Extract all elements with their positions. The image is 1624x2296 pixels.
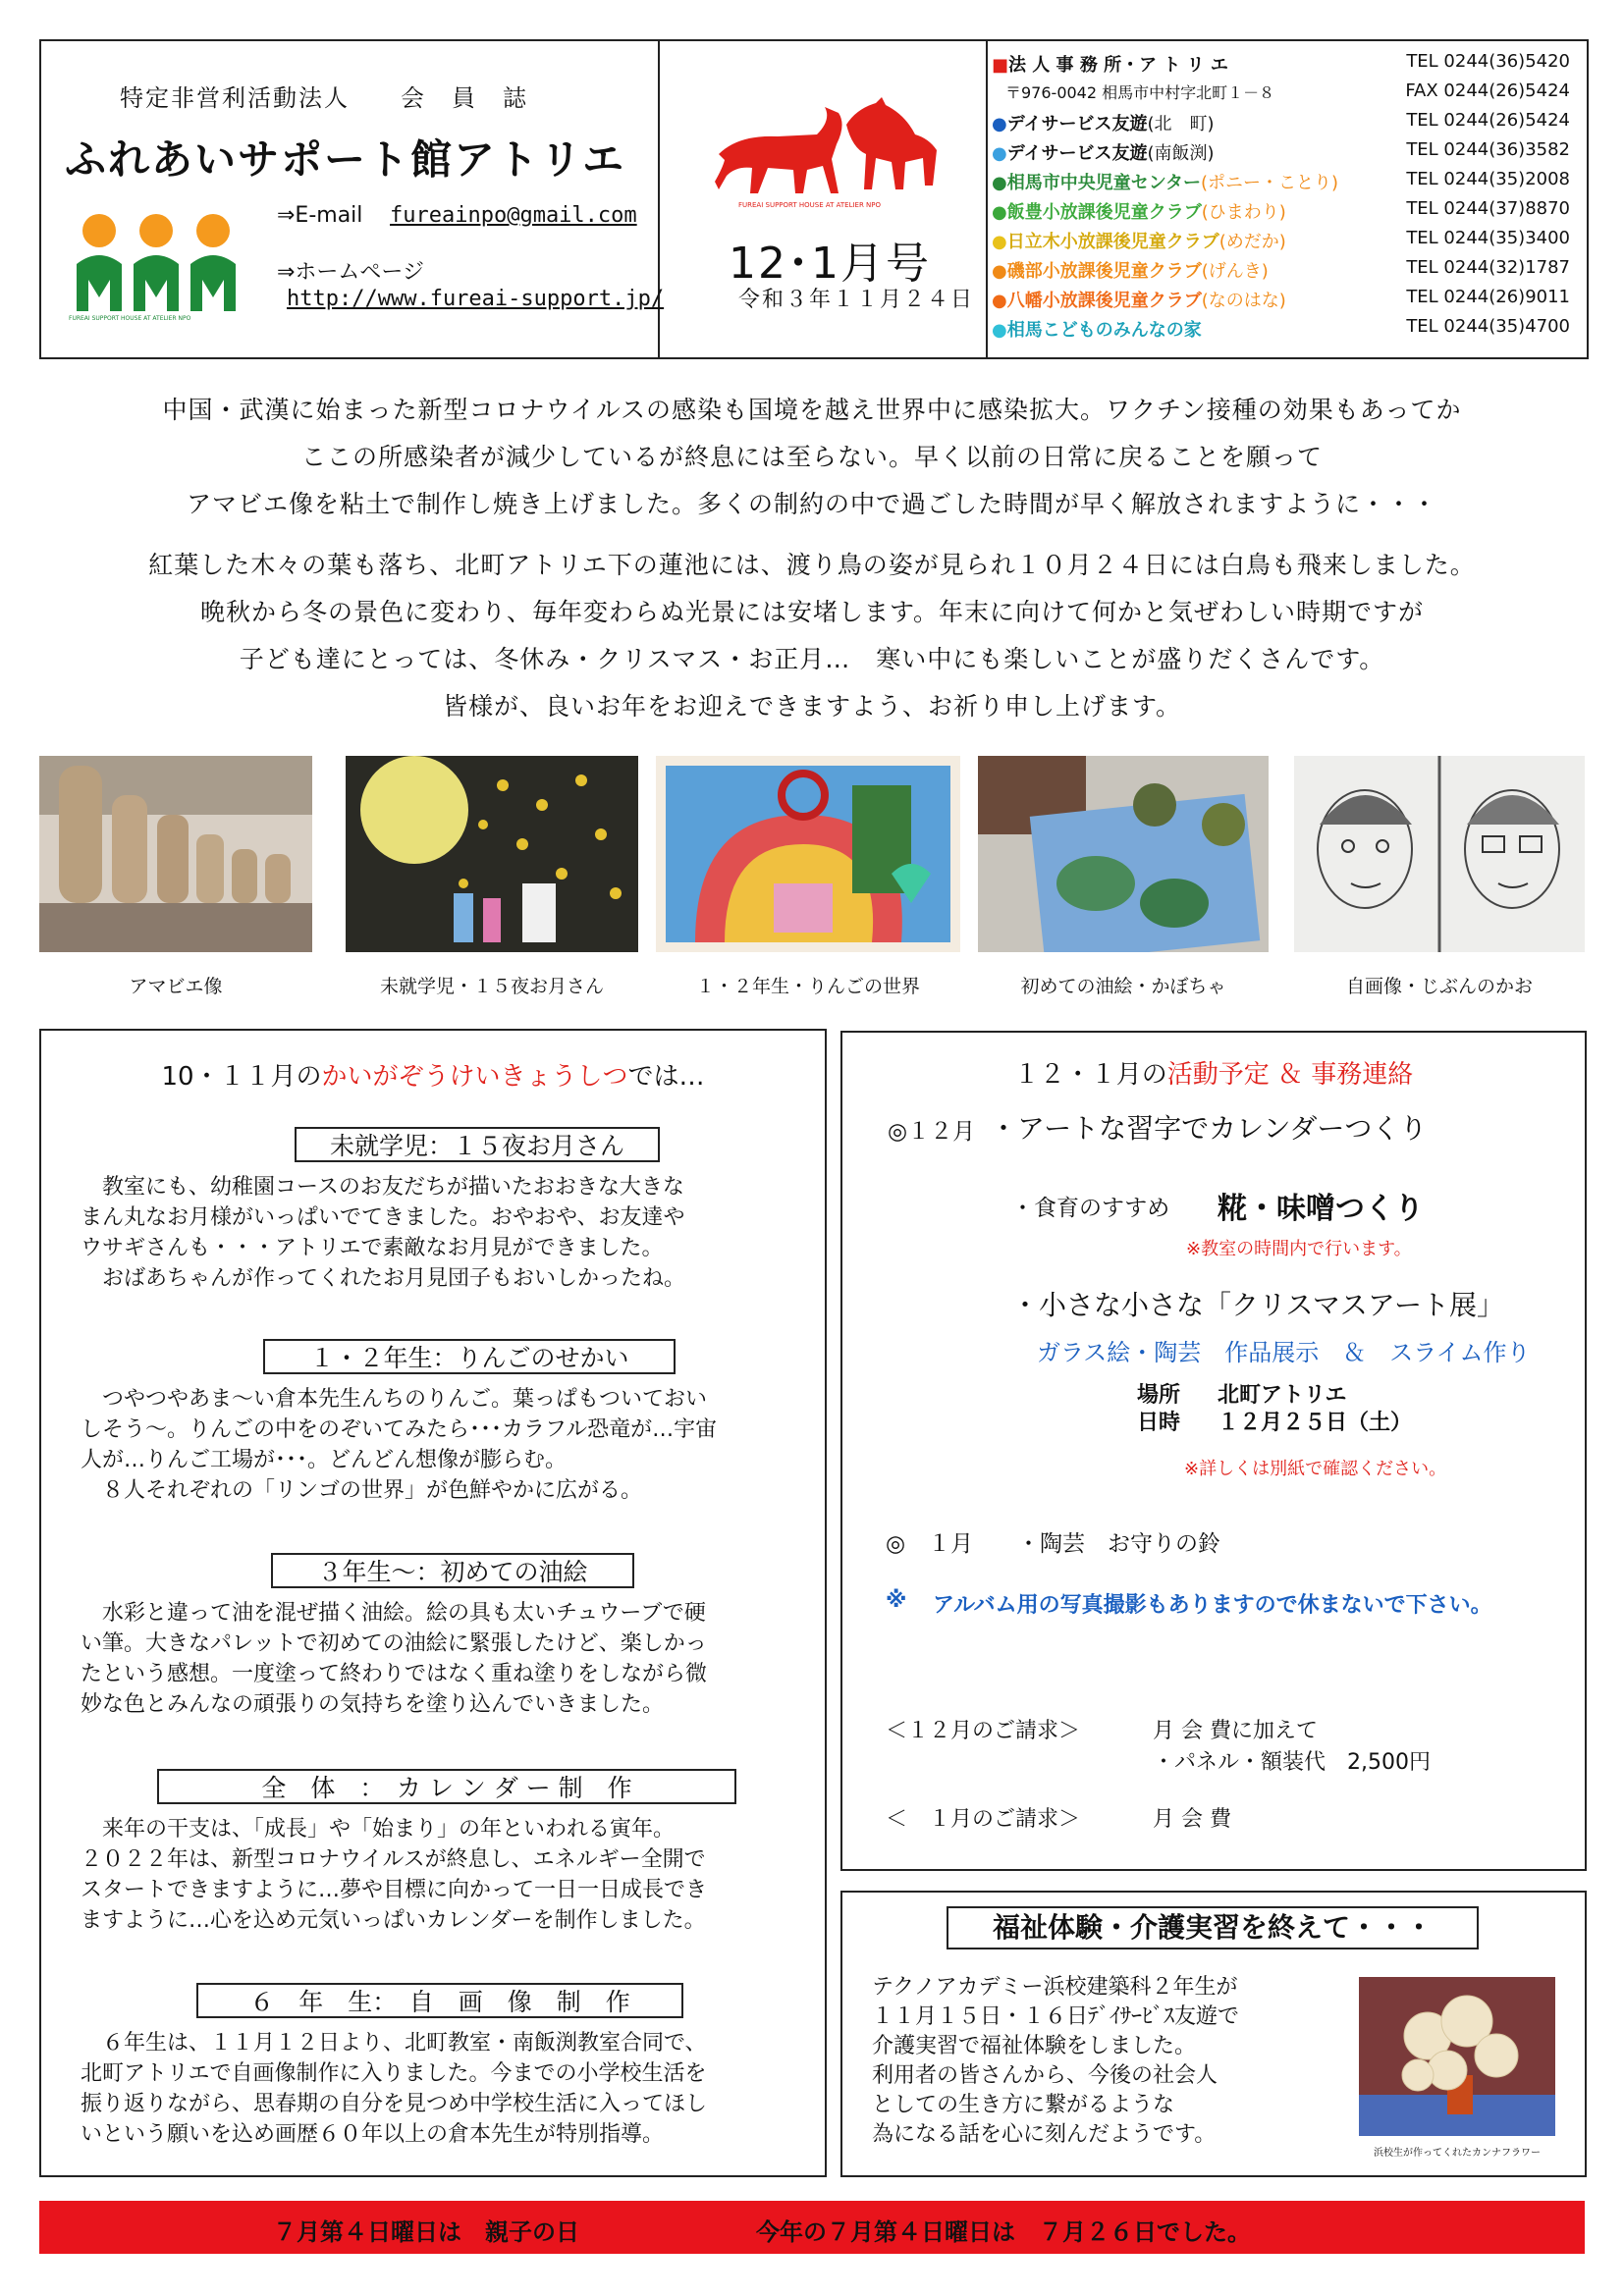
office-tel: TEL 0244(35)4700 [1406, 316, 1570, 337]
jan-label: ◎ １月 [886, 1531, 974, 1557]
logo-subtext: FUREAI SUPPORT HOUSE AT ATELIER NPO [69, 315, 191, 322]
issue-title: 12･1月号 [729, 239, 931, 289]
schedule-title-amp: ＆ [1277, 1060, 1304, 1090]
office-row [992, 228, 1576, 257]
welfare-text: テクノアカデミー浜校建築科２年生が １１月１５日・１６日ﾃﾞｲｻｰﾋﾞｽ友遊で 介護実習で福祉体験をしました。 利用者の皆さんから、今後の社会人 としての生き方に繋がるような 為になる話を心に刻んだようです。 [872, 1975, 1240, 2147]
classroom-title-post: では… [627, 1062, 705, 1092]
homepage-label: ⇒ホームページ [277, 260, 424, 285]
jan-item: ・陶芸 お守りの鈴 [1017, 1531, 1220, 1557]
dot-icon: ● [992, 320, 1007, 341]
org-logo [69, 203, 244, 331]
horse-logo [709, 95, 945, 213]
office-tel: TEL 0244(32)1787 [1406, 257, 1570, 278]
section-heading: １・２年生：りんごのせかい [263, 1339, 676, 1374]
section-heading: ６ 年 生： 自 画 像 制 作 [196, 1983, 683, 2018]
dot-icon: ● [992, 291, 1007, 311]
masthead-divider [986, 41, 988, 357]
date: １２月２５日（土） [1218, 1411, 1413, 1435]
bottom-left: ７月第４日曜日は 親子の日 [273, 2218, 579, 2246]
office-tel: TEL 0244(35)3400 [1406, 228, 1570, 248]
classroom-report [39, 1029, 827, 2177]
photo-caption: １・２年生・りんごの世界 [695, 976, 920, 997]
place-label: 場所 [1137, 1383, 1181, 1408]
section-text: つやつやあま～い倉本先生んちのりんご。葉っぱもついておい しそう～。りんごの中をのぞいてみたら･･･カラフル恐竜が…宇宙 人が…りんご工場が･･･。どんどん想像が膨らむ。 ８人それぞれの「リンゴの世界」が色鮮やかに広がる。 [81, 1387, 718, 1503]
section-text: 教室にも、幼稚園コースのお友だちが描いたおおきな大きな まん丸なお月様がいっぱいでてきました。おやおや、お友達や ウサギさんも・・・アトリエで素敵なお月見ができました。 おばあちゃんが作ってくれたお月見団子もおいしかったね。 [81, 1175, 686, 1291]
place: 北町アトリエ [1218, 1383, 1347, 1408]
office-row [992, 80, 1576, 110]
org-type: 特定非営利活動法人 会 員 誌 [120, 84, 528, 112]
office-tel: TEL 0244(35)2008 [1406, 169, 1570, 189]
welfare-title: 福祉体験・介護実習を終えて・・・ [947, 1906, 1479, 1949]
section-heading: ３年生～：初めての油絵 [271, 1553, 634, 1588]
section-heading: 未就学児：１５夜お月さん [295, 1127, 660, 1162]
dec-item-sub: ガラス絵・陶芸 作品展示 ＆ スライム作り [1037, 1339, 1531, 1366]
office-tel: TEL 0244(26)9011 [1406, 287, 1570, 307]
bill-text: 月 会 費に加えて [1153, 1719, 1318, 1743]
office-address: 〒976-0042 相馬市中村字北町１－８ [1005, 83, 1275, 102]
album-mark: ※ [886, 1588, 907, 1613]
bill-label: ＜ １月のご請求＞ [886, 1807, 1081, 1832]
office-row [992, 316, 1576, 346]
office-row [992, 110, 1576, 139]
intro-line: 皆様が、良いお年をお迎えできますよう、お祈り申し上げます。 [442, 692, 1181, 721]
bottom-right: 今年の７月第４日曜日は ７月２６日でした。 [756, 2218, 1251, 2246]
intro-line: 晩秋から冬の景色に変わり、毎年変わらぬ光景には安堵します。年末に向けて何かと気ぜわしい時期ですが [199, 598, 1424, 626]
office-tel: TEL 0244(36)5420 [1406, 51, 1570, 72]
office-name: 日立木小放課後児童クラブ [1006, 232, 1219, 252]
photo-apple [656, 756, 960, 952]
dec-item: 糀・味噌つくり [1218, 1192, 1424, 1226]
office-row [992, 257, 1576, 287]
org-name: ふれあいサポート館アトリエ [65, 135, 626, 184]
intro-line: 中国・武漢に始まった新型コロナウイルスの感染も国境を越え世界中に感染拡大。ワクチン接種の効果もあってか [162, 396, 1462, 424]
office-name: 八幡小放課後児童クラブ [1006, 291, 1202, 311]
office-name: 法 人 事 務 所・ア ト リ エ [1008, 55, 1228, 76]
intro-line: ここの所感染者が減少しているが終息には至らない。早く以前の日常に戻ることを願って [300, 443, 1323, 471]
email-link[interactable]: fureainpo@gmail.com [390, 203, 637, 228]
bottom-banner [39, 2201, 1585, 2254]
section-text: 水彩と違って油を混ぜ描く油絵。絵の具も太いチュウーブで硬 い筆。大きなパレットで初めての油絵に緊張したけど、楽しかっ たという感想。一度塗って終わりではなく重ね塗りをしながら微 妙な色とみんなの頑張りの気持ちを塗り込んでいきました。 [81, 1601, 708, 1717]
people-logo-icon [69, 203, 244, 331]
office-row [992, 139, 1576, 169]
photo-oil [978, 756, 1269, 952]
office-name: 相馬市中央児童センター [1006, 173, 1201, 193]
classroom-title [41, 1056, 825, 1093]
horse-logo-subtext: FUREAI SUPPORT HOUSE AT ATELIER NPO [738, 201, 882, 209]
office-sub: (ひまわり) [1201, 202, 1286, 223]
office-row [992, 169, 1576, 198]
intro-line: 紅葉した木々の葉も落ち、北町アトリエ下の蓮池には、渡り鳥の姿が見られ１０月２４日には白鳥も飛来しました。 [148, 551, 1476, 579]
dec-label: ◎１２月 [888, 1119, 976, 1145]
photo-selfportrait [1294, 756, 1585, 952]
office-row [992, 198, 1576, 228]
dec-item: ・アートな習字でカレンダーつくり [990, 1112, 1428, 1145]
office-tel: TEL 0244(26)5424 [1406, 110, 1570, 131]
square-icon: ■ [992, 55, 1009, 76]
office-sub: (なのはな) [1201, 291, 1286, 311]
section-heading: 全 体 ： カ レ ン ダ ー 制 作 [157, 1769, 736, 1804]
welfare-photo [1359, 1977, 1555, 2136]
office-tel: TEL 0244(36)3582 [1406, 139, 1570, 160]
office-sub: (げんき) [1201, 261, 1269, 282]
office-fax: FAX 0244(26)5424 [1405, 80, 1570, 101]
horses-icon [709, 95, 945, 203]
dec-item-pre: ・食育のすすめ [1011, 1196, 1170, 1221]
section-text: ６年生は、１１月１２日より、北町教室・南飯渕教室合同で、 北町アトリエで自画像制作に入りました。今までの小学校生活を 振り返りながら、思春期の自分を見つめ中学校生活に入ってほし いという願いを込め画歴６０年以上の倉本先生が特別指導。 [81, 2031, 708, 2147]
office-row [992, 287, 1576, 316]
intro-line: 子ども達にとっては、冬休み・クリスマス・お正月… 寒い中にも楽しいことが盛りだくさんです。 [239, 645, 1385, 673]
photo-caption: 自画像・じぶんのかお [1345, 976, 1533, 997]
photo-caption: アマビエ像 [129, 976, 223, 997]
schedule-box [840, 1031, 1587, 1871]
album-note: アルバム用の写真撮影もありますので休まないで下さい。 [933, 1593, 1492, 1618]
office-name: デイサービス友遊 [1006, 114, 1148, 134]
bill-text: ・パネル・額装代 2,500円 [1153, 1750, 1431, 1775]
welfare-photo-caption: 浜校生が作ってくれたカンナフラワー [1374, 2148, 1541, 2159]
dot-icon: ● [992, 232, 1007, 252]
classroom-title-pre: 10・１１月の [161, 1062, 322, 1092]
welfare-box [840, 1891, 1587, 2177]
office-name: 相馬こどものみんなの家 [1006, 320, 1202, 341]
date-label: 日時 [1137, 1411, 1181, 1435]
photo-caption: 未就学児・１５夜お月さん [379, 976, 604, 997]
dot-icon: ● [992, 261, 1007, 282]
section-text: 来年の干支は、「成長」や「始まり」の年といわれる寅年。 ２０２２年は、新型コロナウイルスが終息し、エネルギー全開で スタートできますように…夢や目標に向かって一日一日成長でき ますように…心を込め元気いっぱいカレンダーを制作しました。 [81, 1817, 708, 1933]
dec-item: ・小さな小さな「クリスマスアート展」 [1011, 1289, 1505, 1321]
dot-icon: ● [992, 143, 1007, 164]
intro-line: アマビエ像を粘土で制作し焼き上げました。多くの制約の中で過ごした時間が早く解放されますように・・・ [186, 490, 1437, 518]
schedule-title-pre: １２・１月の [1013, 1060, 1167, 1090]
office-tel: TEL 0244(37)8870 [1406, 198, 1570, 219]
dot-icon: ● [992, 202, 1007, 223]
note: ※教室の時間内で行います。 [1186, 1239, 1412, 1259]
bill-label: ＜１２月のご請求＞ [886, 1719, 1081, 1743]
note: ※詳しくは別紙で確認ください。 [1184, 1459, 1447, 1479]
office-sub: (南飯渕) [1147, 143, 1215, 164]
schedule-title-red: 活動予定 [1166, 1060, 1270, 1090]
photo-amabie [39, 756, 312, 952]
photo-moon [346, 756, 638, 952]
homepage-link[interactable]: http://www.fureai-support.jp/ [287, 287, 665, 311]
office-sub: (ポニー・ことり) [1201, 173, 1339, 193]
office-name: デイサービス友遊 [1006, 143, 1148, 164]
bill-text: 月 会 費 [1153, 1807, 1231, 1832]
photo-caption: 初めての油絵・かぼちゃ [1020, 976, 1226, 997]
schedule-title [842, 1054, 1585, 1091]
dot-icon: ● [992, 173, 1007, 193]
schedule-title-red: 事務連絡 [1311, 1060, 1414, 1090]
office-name: 磯部小放課後児童クラブ [1006, 261, 1202, 282]
office-sub: (北 町) [1147, 114, 1215, 134]
office-row [992, 51, 1576, 80]
dot-icon: ● [992, 114, 1007, 134]
email-label: ⇒E-mail [277, 203, 363, 228]
office-name: 飯豊小放課後児童クラブ [1006, 202, 1202, 223]
office-sub: (めだか) [1218, 232, 1286, 252]
issue-date: 令和３年１１月２４日 [738, 288, 975, 312]
classroom-title-red: かいがぞうけいきょうしつ [321, 1062, 628, 1092]
